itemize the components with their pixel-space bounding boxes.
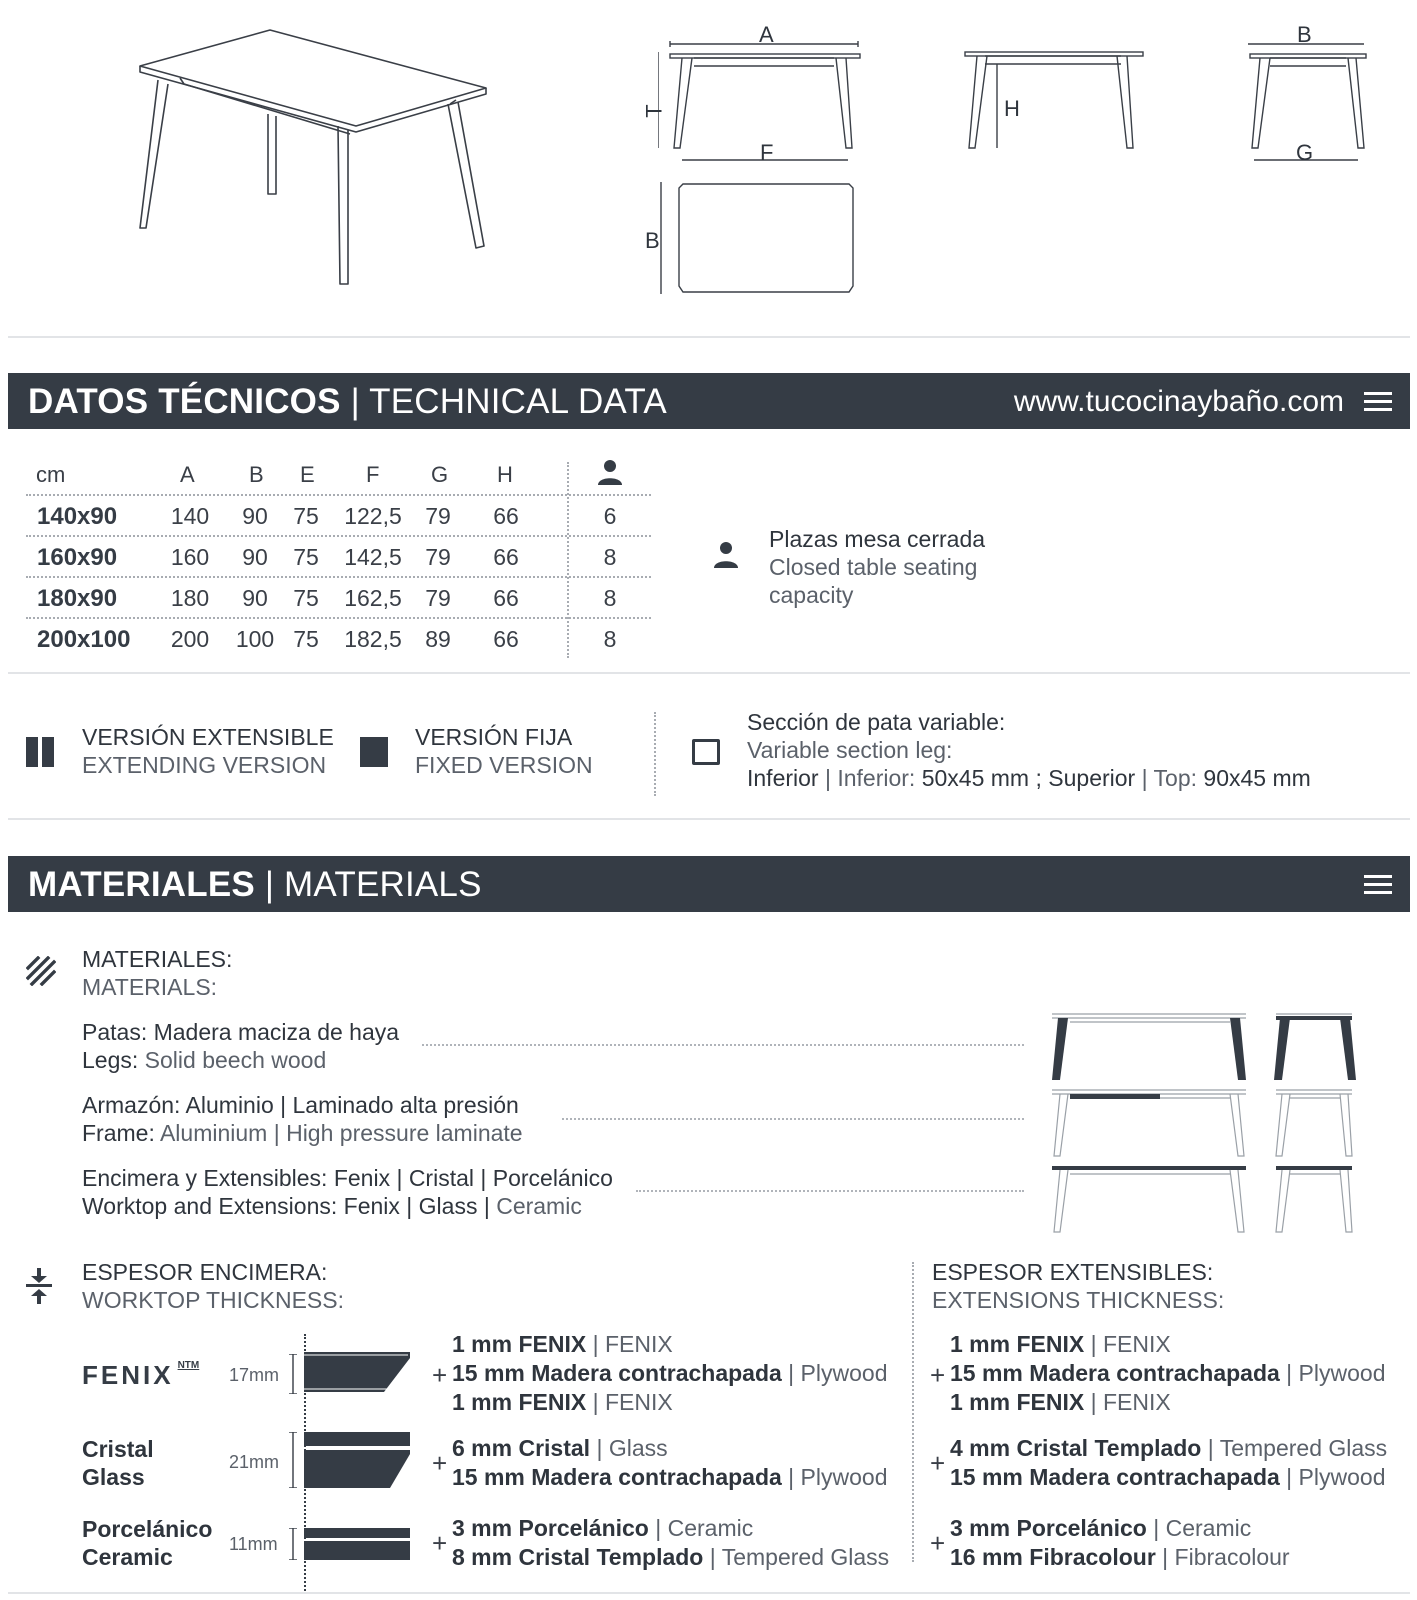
label-a: A (759, 22, 774, 47)
frame-en: Frame: Aluminium | High pressure laminate (82, 1120, 523, 1146)
table-cell: 90 (242, 585, 268, 611)
row-separator (26, 494, 651, 496)
table-cell: 182,5 (344, 626, 402, 652)
drawings-panel (8, 0, 1410, 336)
worktop-en: Worktop and Extensions: Fenix | Glass | Ceramic (82, 1193, 582, 1219)
table-cell: 66 (493, 544, 519, 570)
extending-version-icon (26, 737, 54, 767)
table-cell: 142,5 (344, 544, 402, 570)
worktop-thickness-es: ESPESOR ENCIMERA: (82, 1259, 328, 1285)
label-h: H (1004, 96, 1020, 121)
size-label: 200x100 (37, 626, 131, 653)
table-cell: 100 (235, 626, 275, 652)
ceramic-en: Ceramic (82, 1544, 173, 1570)
column-header: G (431, 462, 449, 487)
divider (8, 818, 1410, 820)
worktop-glass-layers: 6 mm Cristal | Glass 15 mm Madera contrachapada | Plywood (452, 1435, 888, 1490)
glass-mm: 21mm (229, 1452, 280, 1472)
seating-line-1: Closed table seating (769, 554, 978, 580)
seats-cell: 6 (603, 503, 617, 529)
materials-title: MATERIALES | MATERIALS (28, 865, 482, 904)
seating-line-2: capacity (769, 582, 854, 608)
plus-sign: + (930, 1528, 946, 1558)
label-b-end: B (1297, 22, 1312, 47)
row-separator (26, 535, 651, 537)
label-g: G (1296, 140, 1314, 165)
unit-label: cm (36, 462, 66, 487)
person-icon (596, 458, 624, 486)
extending-version-en: EXTENDING VERSION (82, 752, 327, 778)
table-cell: 90 (242, 503, 268, 529)
leg-title-en: Variable section leg: (747, 737, 953, 763)
size-label: 140x90 (37, 503, 118, 530)
divider (8, 1592, 1410, 1594)
ext-ceramic-layers: 3 mm Porcelánico | Ceramic 16 mm Fibracolour | Fibracolour (950, 1515, 1290, 1570)
table-cell: 140 (170, 503, 210, 529)
table-cell: 89 (425, 626, 451, 652)
seating-title: Plazas mesa cerrada (769, 526, 986, 552)
fenix-logo: FENIX $^{NTM}$ (82, 1360, 200, 1390)
ext-thickness-es: ESPESOR EXTENSIBLES: (932, 1259, 1214, 1285)
table-cell: 66 (493, 626, 519, 652)
table-cell: 66 (493, 585, 519, 611)
technical-data-title: DATOS TÉCNICOS | TECHNICAL DATA (28, 382, 667, 421)
table-cell: 122,5 (344, 503, 402, 529)
row-separator (26, 617, 651, 619)
plus-sign: + (930, 1360, 946, 1390)
frame-es: Armazón: Aluminio | Laminado alta presión (82, 1092, 519, 1118)
menu-icon[interactable] (1364, 875, 1392, 895)
frame-leader (562, 1118, 1024, 1120)
column-header: H (497, 462, 513, 487)
fenix-bracket (288, 1354, 298, 1394)
seats-cell: 8 (603, 585, 617, 611)
fixed-version-icon (360, 737, 388, 767)
fixed-version-en: FIXED VERSION (415, 752, 593, 778)
plus-sign: + (432, 1448, 448, 1478)
materials-heading-es: MATERIALES: (82, 946, 233, 972)
table-cell: 75 (293, 544, 319, 570)
seats-divider (567, 462, 569, 658)
legs-en: Legs: Solid beech wood (82, 1047, 327, 1073)
glass-en: Glass (82, 1464, 145, 1490)
fenix-section-drawing (304, 1352, 414, 1396)
table-cell: 75 (293, 503, 319, 529)
size-label: 180x90 (37, 585, 118, 612)
technical-data-header (8, 373, 1410, 429)
ceramic-bracket (288, 1528, 298, 1560)
legs-highlight-drawing (1050, 1012, 1360, 1082)
variable-leg-icon (692, 739, 720, 765)
legs-es: Patas: Madera maciza de haya (82, 1019, 400, 1045)
materials-header (8, 856, 1410, 912)
glass-section-drawing (304, 1432, 414, 1490)
ext-fenix-layers: 1 mm FENIX | FENIX 15 mm Madera contrachapada | Plywood 1 mm FENIX | FENIX (950, 1331, 1386, 1415)
ext-thickness-en: EXTENSIONS THICKNESS: (932, 1287, 1225, 1313)
table-cell: 162,5 (344, 585, 402, 611)
table-cell: 75 (293, 585, 319, 611)
thickness-divider (912, 1262, 914, 1562)
plus-sign: + (432, 1528, 448, 1558)
ceramic-es: Porcelánico (82, 1516, 213, 1542)
fixed-version-es: VERSIÓN FIJA (415, 724, 573, 750)
table-top-plan-drawing (653, 178, 873, 304)
table-perspective-drawing (128, 22, 508, 292)
row-separator (26, 576, 651, 578)
versions-divider (654, 712, 656, 796)
website-link[interactable]: www.tucocinaybaño.com (1013, 385, 1344, 418)
table-cell: 200 (170, 626, 210, 652)
materials-heading-en: MATERIALS: (82, 974, 218, 1000)
divider (8, 336, 1410, 338)
column-header: A (180, 462, 195, 487)
leg-dimensions: Inferior | Inferior: 50x45 mm ; Superior | Top: 90x45 mm (747, 765, 1311, 791)
extending-version-es: VERSIÓN EXTENSIBLE (82, 724, 334, 750)
label-t: T (641, 104, 667, 118)
legs-leader (422, 1044, 1024, 1046)
table-cell: 79 (425, 503, 451, 529)
worktop-fenix-layers: 1 mm FENIX | FENIX 15 mm Madera contrachapada | Plywood 1 mm FENIX | FENIX (452, 1331, 888, 1415)
column-header: E (300, 462, 315, 487)
leg-title: Sección de pata variable: (747, 709, 1006, 735)
table-cell: 66 (493, 503, 519, 529)
seats-cell: 8 (603, 626, 617, 652)
table-side-drawing-h (963, 44, 1153, 154)
column-header: B (249, 462, 264, 487)
thickness-icon (26, 1268, 52, 1304)
column-header: F (366, 462, 380, 487)
menu-icon[interactable] (1364, 392, 1392, 412)
worktop-es: Encimera y Extensibles: Fenix | Cristal | Porcelánico (82, 1165, 613, 1191)
label-b-plan: B (645, 228, 660, 253)
label-f: F (760, 140, 774, 165)
frame-highlight-drawing (1050, 1088, 1360, 1158)
worktop-leader (636, 1190, 1024, 1192)
ceramic-mm: 11mm (229, 1534, 278, 1554)
ext-glass-layers: 4 mm Cristal Templado | Tempered Glass 15 mm Madera contrachapada | Plywood (950, 1435, 1388, 1490)
hatch-icon (26, 956, 56, 986)
worktop-thickness-en: WORKTOP THICKNESS: (82, 1287, 344, 1313)
size-label: 160x90 (37, 544, 118, 571)
divider (8, 672, 1410, 674)
glass-es: Cristal (82, 1436, 154, 1462)
worktop-ceramic-layers: 3 mm Porcelánico | Ceramic 8 mm Cristal Templado | Tempered Glass (452, 1515, 890, 1570)
seats-cell: 8 (603, 544, 617, 570)
worktop-highlight-drawing (1050, 1164, 1360, 1234)
plus-sign: + (930, 1448, 946, 1478)
person-icon (712, 540, 740, 570)
table-cell: 180 (170, 585, 210, 611)
ceramic-section-drawing (304, 1528, 414, 1562)
table-cell: 79 (425, 585, 451, 611)
table-cell: 79 (425, 544, 451, 570)
glass-bracket (288, 1432, 298, 1488)
table-cell: 90 (242, 544, 268, 570)
fenix-mm: 17mm (229, 1365, 280, 1385)
table-cell: 160 (170, 544, 210, 570)
plus-sign: + (432, 1360, 448, 1390)
table-cell: 75 (293, 626, 319, 652)
